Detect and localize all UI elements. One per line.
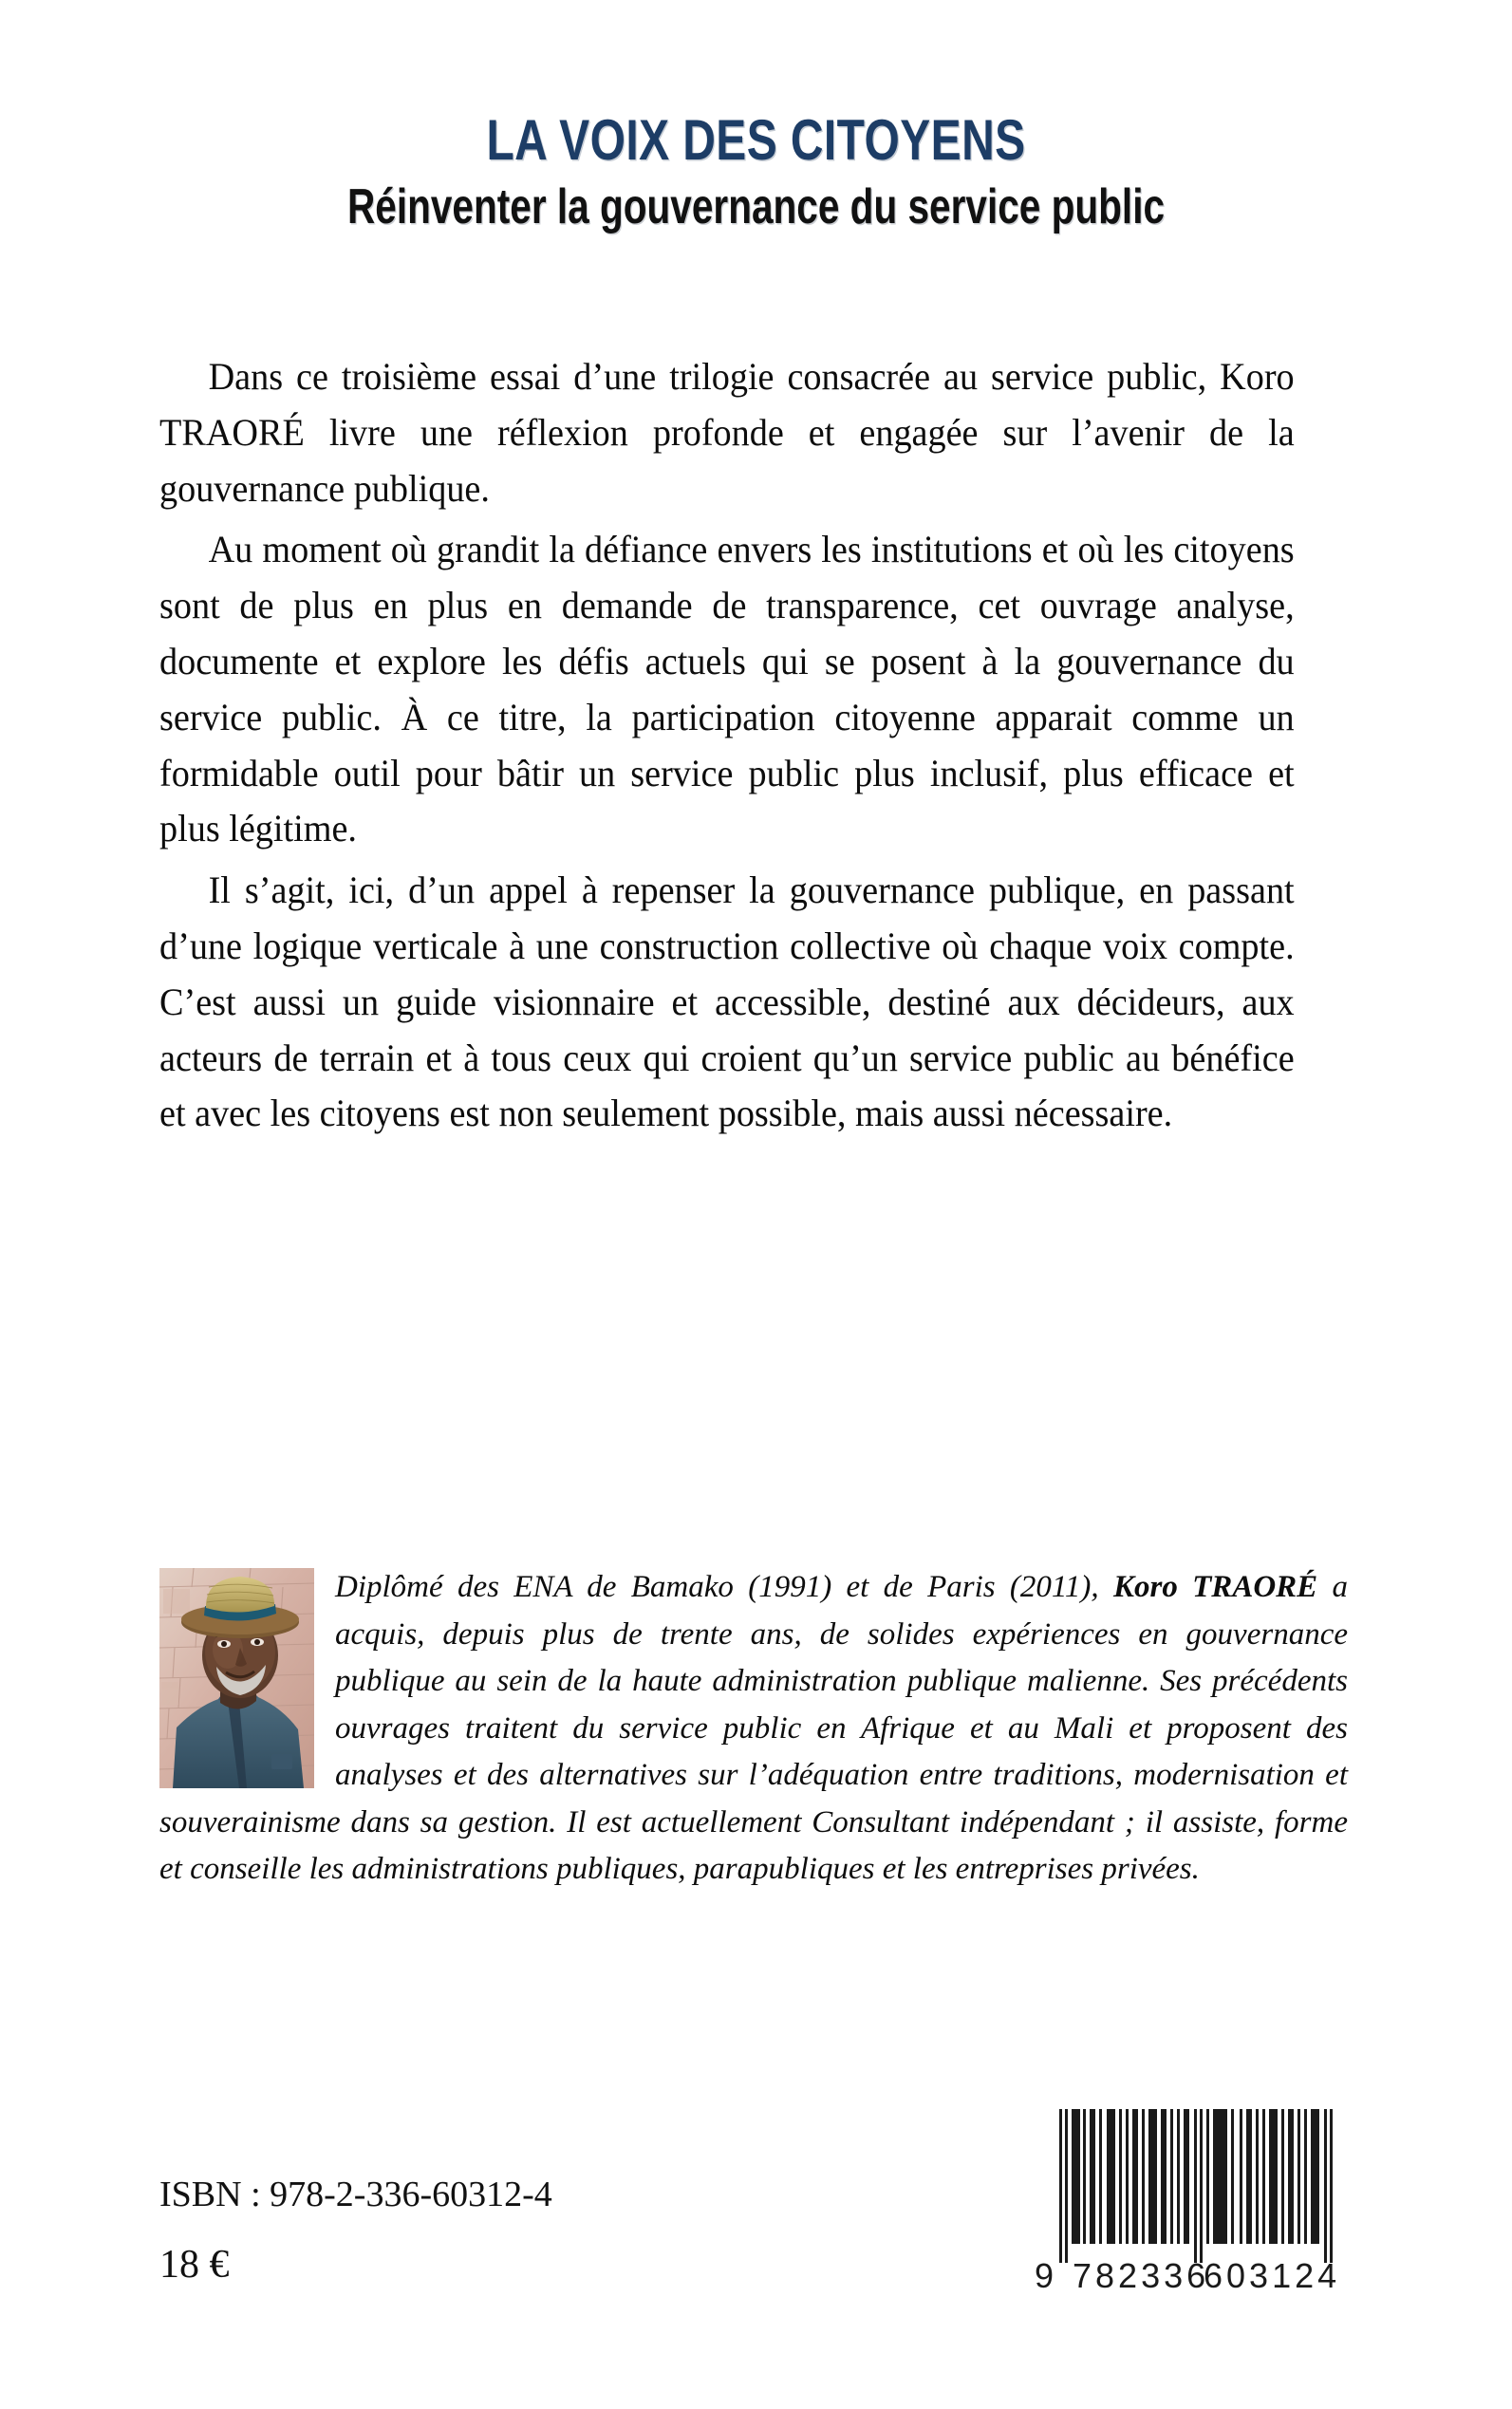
title-block: [0, 108, 1512, 234]
blurb-paragraph: Il s’agit, ici, d’un appel à repenser la gouvernance publique, en passant d’une logique verticale à une construction collective où chaque voix compte. C’est aussi un guide visionnaire et accessible, destiné aux décideurs, aux acteurs de terrain et à tous ceux qui croient qu’un service public au bénéfice et avec les citoyens est non seulement possible, mais aussi nécessaire.: [159, 868, 1295, 1135]
page-title: LA VOIX DES CITOYENS: [486, 108, 1026, 172]
ean13-barcode: [1023, 2105, 1350, 2295]
author-bio: [159, 1564, 1348, 1894]
page-subtitle: Réinventer la gouvernance du service public: [346, 179, 1166, 234]
barcode-lead-digit: 9: [1035, 2256, 1055, 2295]
author-photo: [159, 1568, 314, 1788]
barcode-left-group: 782336: [1073, 2256, 1210, 2295]
blurb-paragraph: Dans ce troisième essai d’une trilogie consacrée au service public, Koro TRAORÉ livre une réflexion profonde et engagée sur l’avenir de la gouvernance publique.: [159, 355, 1295, 510]
bio-text-after-name: a acquis, depuis plus de trente ans, de solides expériences en gouvernance publique au sein de la haute administration publique malienne. Ses précédents ouvrages traitent du service public en Afrique et au Mali et proposent des analyses et des alternatives sur l’adéquation entre traditions, modernisation et souverainisme dans sa gestion. Il est actuellement Consultant indépendant ; il assiste, forme et conseille les administrations publiques, parapubliques et les entreprises privées.: [159, 1570, 1348, 1886]
blurb-paragraph: Au moment où grandit la défiance envers les institutions et où les citoyens sont de plus en plus en demande de transparence, cet ouvrage analyse, documente et explore les défis actuels qui se posent à la gouvernance du service public. À ce titre, la participation citoyenne apparait comme un formidable outil pour bâtir un service public plus inclusif, plus efficace et plus légitime.: [159, 528, 1295, 850]
bio-text-before-name: Diplômé des ENA de Bamako (1991) et de Paris (2011),: [335, 1570, 1113, 1604]
barcode-right-group: 603124: [1204, 2256, 1341, 2295]
bio-author-name: Koro TRAORÉ: [1112, 1570, 1318, 1604]
blurb-text: [159, 349, 1348, 1142]
isbn-text: ISBN : 978-2-336-60312-4: [159, 2175, 552, 2214]
price-text: 18 €: [159, 2243, 230, 2287]
